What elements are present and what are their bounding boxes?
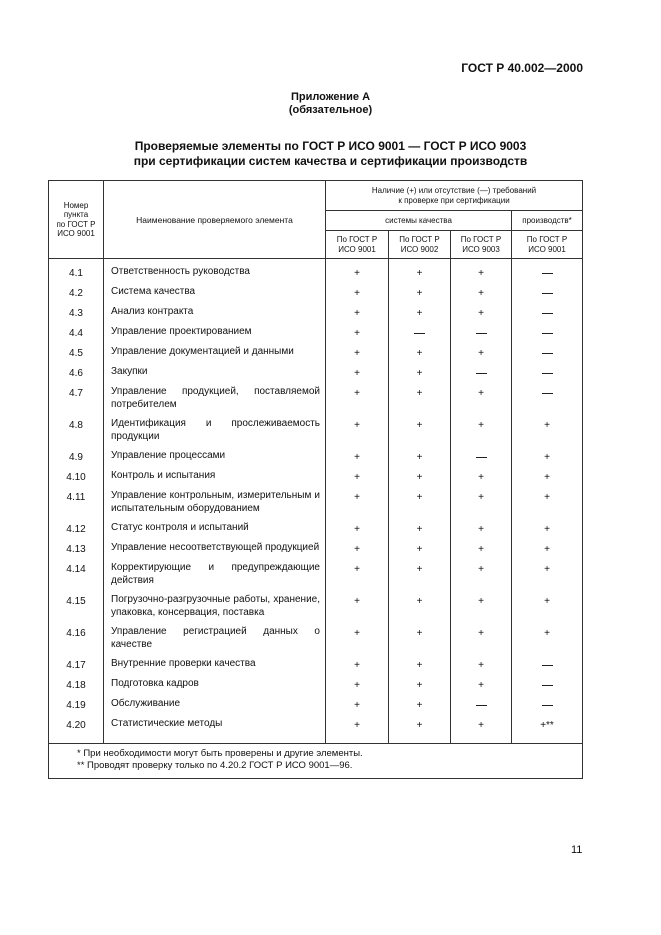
item-number: 4.3 (49, 305, 104, 325)
requirements-table (48, 180, 583, 779)
plus-mark: + (544, 524, 550, 535)
item-number: 4.20 (49, 717, 104, 737)
col-header-num-line: ИСО 9001 (57, 229, 95, 238)
element-name: Управление несоответствующей продукцией (104, 541, 326, 561)
requirement-mark (512, 489, 583, 521)
requirement-mark (512, 677, 583, 697)
element-name: Статус контроля и испытаний (104, 521, 326, 541)
plus-mark: +** (540, 720, 554, 731)
requirement-mark (451, 285, 512, 305)
requirement-mark (389, 325, 451, 345)
requirements-line: Наличие (+) или отсутствие (—) требований (371, 186, 537, 195)
table-row (49, 265, 583, 285)
table-row (49, 593, 583, 625)
requirement-mark (389, 265, 451, 285)
col-header-quality-systems: системы качества (326, 211, 512, 231)
element-name: Закупки (104, 365, 326, 385)
plus-mark: + (478, 388, 484, 399)
requirement-mark (326, 541, 389, 561)
requirement-mark (326, 697, 389, 717)
plus-mark: + (416, 720, 423, 731)
requirement-mark (451, 541, 512, 561)
item-number: 4.8 (49, 417, 104, 449)
plus-mark: + (416, 564, 423, 575)
element-name: Обслуживание (104, 697, 326, 717)
appendix-subtitle: (обязательное) (288, 104, 373, 116)
requirement-mark (389, 593, 451, 625)
note-2: ** Проводят проверку только по 4.20.2 ГОСТ Р ИСО 9001—96. (77, 760, 353, 771)
plus-mark: + (354, 596, 360, 607)
requirement-mark (326, 305, 389, 325)
col-header-standard (389, 231, 451, 259)
plus-mark: + (354, 452, 360, 463)
requirement-mark (451, 265, 512, 285)
requirement-mark (326, 325, 389, 345)
col-header-num-line: по ГОСТ Р (56, 219, 96, 229)
plus-mark: + (544, 472, 550, 483)
plus-mark: + (354, 524, 360, 535)
table-row (49, 677, 583, 697)
item-number: 4.12 (49, 521, 104, 541)
table-notes (49, 744, 583, 779)
item-number: 4.13 (49, 541, 104, 561)
plus-mark: + (544, 596, 550, 607)
table-row (49, 489, 583, 521)
plus-mark: + (478, 660, 484, 671)
element-name: Управление продукцией, поставляемой потребителем (104, 385, 326, 417)
requirements-line: к проверке при сертификации (398, 195, 510, 205)
table-body (49, 259, 583, 744)
requirement-mark (326, 285, 389, 305)
requirement-mark (389, 561, 451, 593)
plus-mark: + (354, 492, 360, 503)
requirement-mark (451, 305, 512, 325)
dash-mark (476, 705, 487, 706)
requirement-mark (326, 265, 389, 285)
requirement-mark (512, 469, 583, 489)
table-row (49, 345, 583, 365)
plus-mark: + (354, 564, 360, 575)
requirement-mark (326, 345, 389, 365)
dash-mark (542, 333, 553, 334)
table-row (49, 305, 583, 325)
col-header-production: производств* (512, 211, 583, 231)
plus-mark: + (416, 308, 423, 319)
requirement-mark (451, 385, 512, 417)
requirement-mark (389, 417, 451, 449)
requirement-mark (512, 593, 583, 625)
plus-mark: + (478, 288, 484, 299)
element-name: Управление документацией и данными (104, 345, 326, 365)
requirement-mark (451, 593, 512, 625)
requirement-mark (389, 489, 451, 521)
dash-mark (542, 685, 553, 686)
item-number: 4.5 (49, 345, 104, 365)
plus-mark: + (478, 720, 484, 731)
plus-mark: + (478, 680, 484, 691)
plus-mark: + (416, 348, 423, 359)
appendix-heading (0, 91, 661, 117)
requirement-mark (451, 365, 512, 385)
table-row (49, 449, 583, 469)
plus-mark: + (354, 328, 360, 339)
dash-mark (414, 333, 425, 334)
plus-mark: + (478, 420, 484, 431)
table-row (49, 325, 583, 345)
plus-mark: + (478, 268, 484, 279)
item-number: 4.11 (49, 489, 104, 521)
table-row (49, 521, 583, 541)
element-name: Подготовка кадров (104, 677, 326, 697)
plus-mark: + (354, 268, 360, 279)
requirement-mark (389, 305, 451, 325)
element-name: Статистические методы (104, 717, 326, 737)
plus-mark: + (416, 452, 423, 463)
item-number: 4.4 (49, 325, 104, 345)
element-name: Внутренние проверки качества (104, 657, 326, 677)
col-header-requirements (326, 181, 583, 211)
plus-mark: + (354, 472, 360, 483)
requirement-mark (326, 469, 389, 489)
plus-mark: + (354, 680, 360, 691)
requirement-mark (512, 697, 583, 717)
element-name: Управление проектированием (104, 325, 326, 345)
standard-line: ИСО 9003 (462, 244, 500, 254)
element-name: Контроль и испытания (104, 469, 326, 489)
requirement-mark (451, 717, 512, 737)
plus-mark: + (416, 660, 423, 671)
table-row (49, 697, 583, 717)
plus-mark: + (478, 524, 484, 535)
requirement-mark (389, 697, 451, 717)
requirement-mark (326, 625, 389, 657)
plus-mark: + (416, 268, 423, 279)
dash-mark (542, 393, 553, 394)
col-header-standard (326, 231, 389, 259)
requirement-mark (389, 345, 451, 365)
requirement-mark (389, 625, 451, 657)
plus-mark: + (354, 700, 360, 711)
plus-mark: + (544, 628, 550, 639)
dash-mark (476, 333, 487, 334)
requirement-mark (451, 657, 512, 677)
table-title (0, 139, 661, 169)
col-header-num-line: пункта (63, 210, 89, 219)
element-name: Погрузочно-разгрузочные работы, хранение, упаковка, консервация, поставка (104, 593, 326, 625)
element-name: Ответственность руководства (104, 265, 326, 285)
requirement-mark (451, 625, 512, 657)
appendix-title: Приложение А (290, 91, 371, 103)
plus-mark: + (354, 288, 360, 299)
requirement-mark (451, 521, 512, 541)
requirement-mark (512, 521, 583, 541)
requirement-mark (512, 541, 583, 561)
plus-mark: + (354, 348, 360, 359)
plus-mark: + (416, 700, 423, 711)
dash-mark (542, 705, 553, 706)
dash-mark (542, 293, 553, 294)
table-title-line-2: при сертификации систем качества и сертификации производств (133, 154, 528, 168)
plus-mark: + (416, 368, 423, 379)
plus-mark: + (354, 720, 360, 731)
element-name: Система качества (104, 285, 326, 305)
table-row (49, 625, 583, 657)
requirement-mark (512, 561, 583, 593)
requirement-mark (512, 385, 583, 417)
requirement-mark (389, 449, 451, 469)
item-number: 4.14 (49, 561, 104, 593)
table-row (49, 417, 583, 449)
requirement-mark (326, 417, 389, 449)
requirement-mark (389, 385, 451, 417)
dash-mark (476, 373, 487, 374)
plus-mark: + (416, 680, 423, 691)
table-row (49, 541, 583, 561)
col-header-element-name: Наименование проверяемого элемента (104, 181, 326, 259)
table-row (49, 285, 583, 305)
note-1: * При необходимости могут быть проверены и другие элементы. (77, 748, 363, 759)
requirement-mark (512, 657, 583, 677)
plus-mark: + (478, 564, 484, 575)
requirement-mark (326, 657, 389, 677)
plus-mark: + (354, 628, 360, 639)
requirement-mark (451, 697, 512, 717)
item-number: 4.10 (49, 469, 104, 489)
requirement-mark (451, 677, 512, 697)
plus-mark: + (416, 596, 423, 607)
requirement-mark (389, 285, 451, 305)
plus-mark: + (354, 388, 360, 399)
requirement-mark (451, 489, 512, 521)
plus-mark: + (354, 660, 360, 671)
item-number: 4.1 (49, 265, 104, 285)
page-number: 11 (571, 844, 583, 856)
plus-mark: + (416, 472, 423, 483)
table-row (49, 385, 583, 417)
requirement-mark (451, 561, 512, 593)
plus-mark: + (544, 564, 550, 575)
table-row (49, 365, 583, 385)
item-number: 4.16 (49, 625, 104, 657)
requirement-mark (389, 365, 451, 385)
col-header-item-number (49, 181, 104, 259)
table-row (49, 469, 583, 489)
requirement-mark (451, 417, 512, 449)
item-number: 4.18 (49, 677, 104, 697)
requirement-mark (326, 365, 389, 385)
requirement-mark (389, 541, 451, 561)
plus-mark: + (478, 628, 484, 639)
requirement-mark (512, 417, 583, 449)
item-number: 4.15 (49, 593, 104, 625)
dash-mark (542, 313, 553, 314)
dash-mark (542, 273, 553, 274)
requirement-mark (512, 365, 583, 385)
requirement-mark (512, 449, 583, 469)
requirement-mark (512, 625, 583, 657)
item-number: 4.6 (49, 365, 104, 385)
standard-line: По ГОСТ Р (526, 235, 568, 244)
dash-mark (476, 457, 487, 458)
requirement-mark (512, 345, 583, 365)
item-number: 4.17 (49, 657, 104, 677)
plus-mark: + (478, 472, 484, 483)
element-name: Идентификация и прослеживаемость продукции (104, 417, 326, 449)
plus-mark: + (354, 308, 360, 319)
plus-mark: + (544, 420, 550, 431)
requirement-mark (389, 521, 451, 541)
standard-line: ИСО 9002 (400, 244, 439, 254)
item-number: 4.9 (49, 449, 104, 469)
standard-line: По ГОСТ Р (460, 235, 502, 244)
requirement-mark (512, 285, 583, 305)
requirement-mark (326, 677, 389, 697)
plus-mark: + (478, 544, 484, 555)
plus-mark: + (478, 596, 484, 607)
plus-mark: + (354, 368, 360, 379)
plus-mark: + (354, 420, 360, 431)
requirement-mark (326, 449, 389, 469)
element-name: Управление контрольным, измерительным и испытательным оборудованием (104, 489, 326, 521)
table-row (49, 561, 583, 593)
item-number: 4.19 (49, 697, 104, 717)
standard-line: По ГОСТ Р (399, 235, 440, 244)
table-row (49, 717, 583, 737)
plus-mark: + (544, 492, 550, 503)
plus-mark: + (354, 544, 360, 555)
requirement-mark (389, 717, 451, 737)
standard-line: ИСО 9001 (528, 244, 566, 254)
plus-mark: + (416, 288, 423, 299)
standard-line: ИСО 9001 (338, 244, 376, 254)
requirement-mark (326, 561, 389, 593)
plus-mark: + (478, 492, 484, 503)
plus-mark: + (478, 348, 484, 359)
col-header-num-line: Номер (63, 200, 89, 210)
requirement-mark (389, 469, 451, 489)
plus-mark: + (416, 524, 423, 535)
dash-mark (542, 373, 553, 374)
requirement-mark (512, 717, 583, 737)
col-header-standard (512, 231, 583, 259)
requirement-mark (326, 521, 389, 541)
requirement-mark (512, 325, 583, 345)
plus-mark: + (416, 492, 423, 503)
requirement-mark (326, 717, 389, 737)
element-name: Анализ контракта (104, 305, 326, 325)
requirement-mark (451, 345, 512, 365)
requirement-mark (326, 489, 389, 521)
element-name: Управление регистрацией данных о качестве (104, 625, 326, 657)
plus-mark: + (416, 544, 423, 555)
requirement-mark (326, 593, 389, 625)
document-code: ГОСТ Р 40.002—2000 (461, 61, 583, 75)
dash-mark (542, 353, 553, 354)
item-number: 4.2 (49, 285, 104, 305)
element-name: Корректирующие и предупреждающие действия (104, 561, 326, 593)
plus-mark: + (478, 308, 484, 319)
plus-mark: + (544, 452, 550, 463)
requirement-mark (451, 469, 512, 489)
dash-mark (542, 665, 553, 666)
col-header-standard (451, 231, 512, 259)
requirement-mark (512, 305, 583, 325)
requirement-mark (451, 449, 512, 469)
table-title-line-1: Проверяемые элементы по ГОСТ Р ИСО 9001 — ГОСТ Р ИСО 9003 (134, 139, 527, 153)
table-row (49, 657, 583, 677)
plus-mark: + (416, 388, 423, 399)
requirement-mark (512, 265, 583, 285)
requirement-mark (326, 385, 389, 417)
standard-line: По ГОСТ Р (336, 235, 378, 244)
plus-mark: + (416, 420, 423, 431)
requirement-mark (451, 325, 512, 345)
plus-mark: + (416, 628, 423, 639)
item-number: 4.7 (49, 385, 104, 417)
requirement-mark (389, 677, 451, 697)
element-name: Управление процессами (104, 449, 326, 469)
plus-mark: + (544, 544, 550, 555)
requirement-mark (389, 657, 451, 677)
